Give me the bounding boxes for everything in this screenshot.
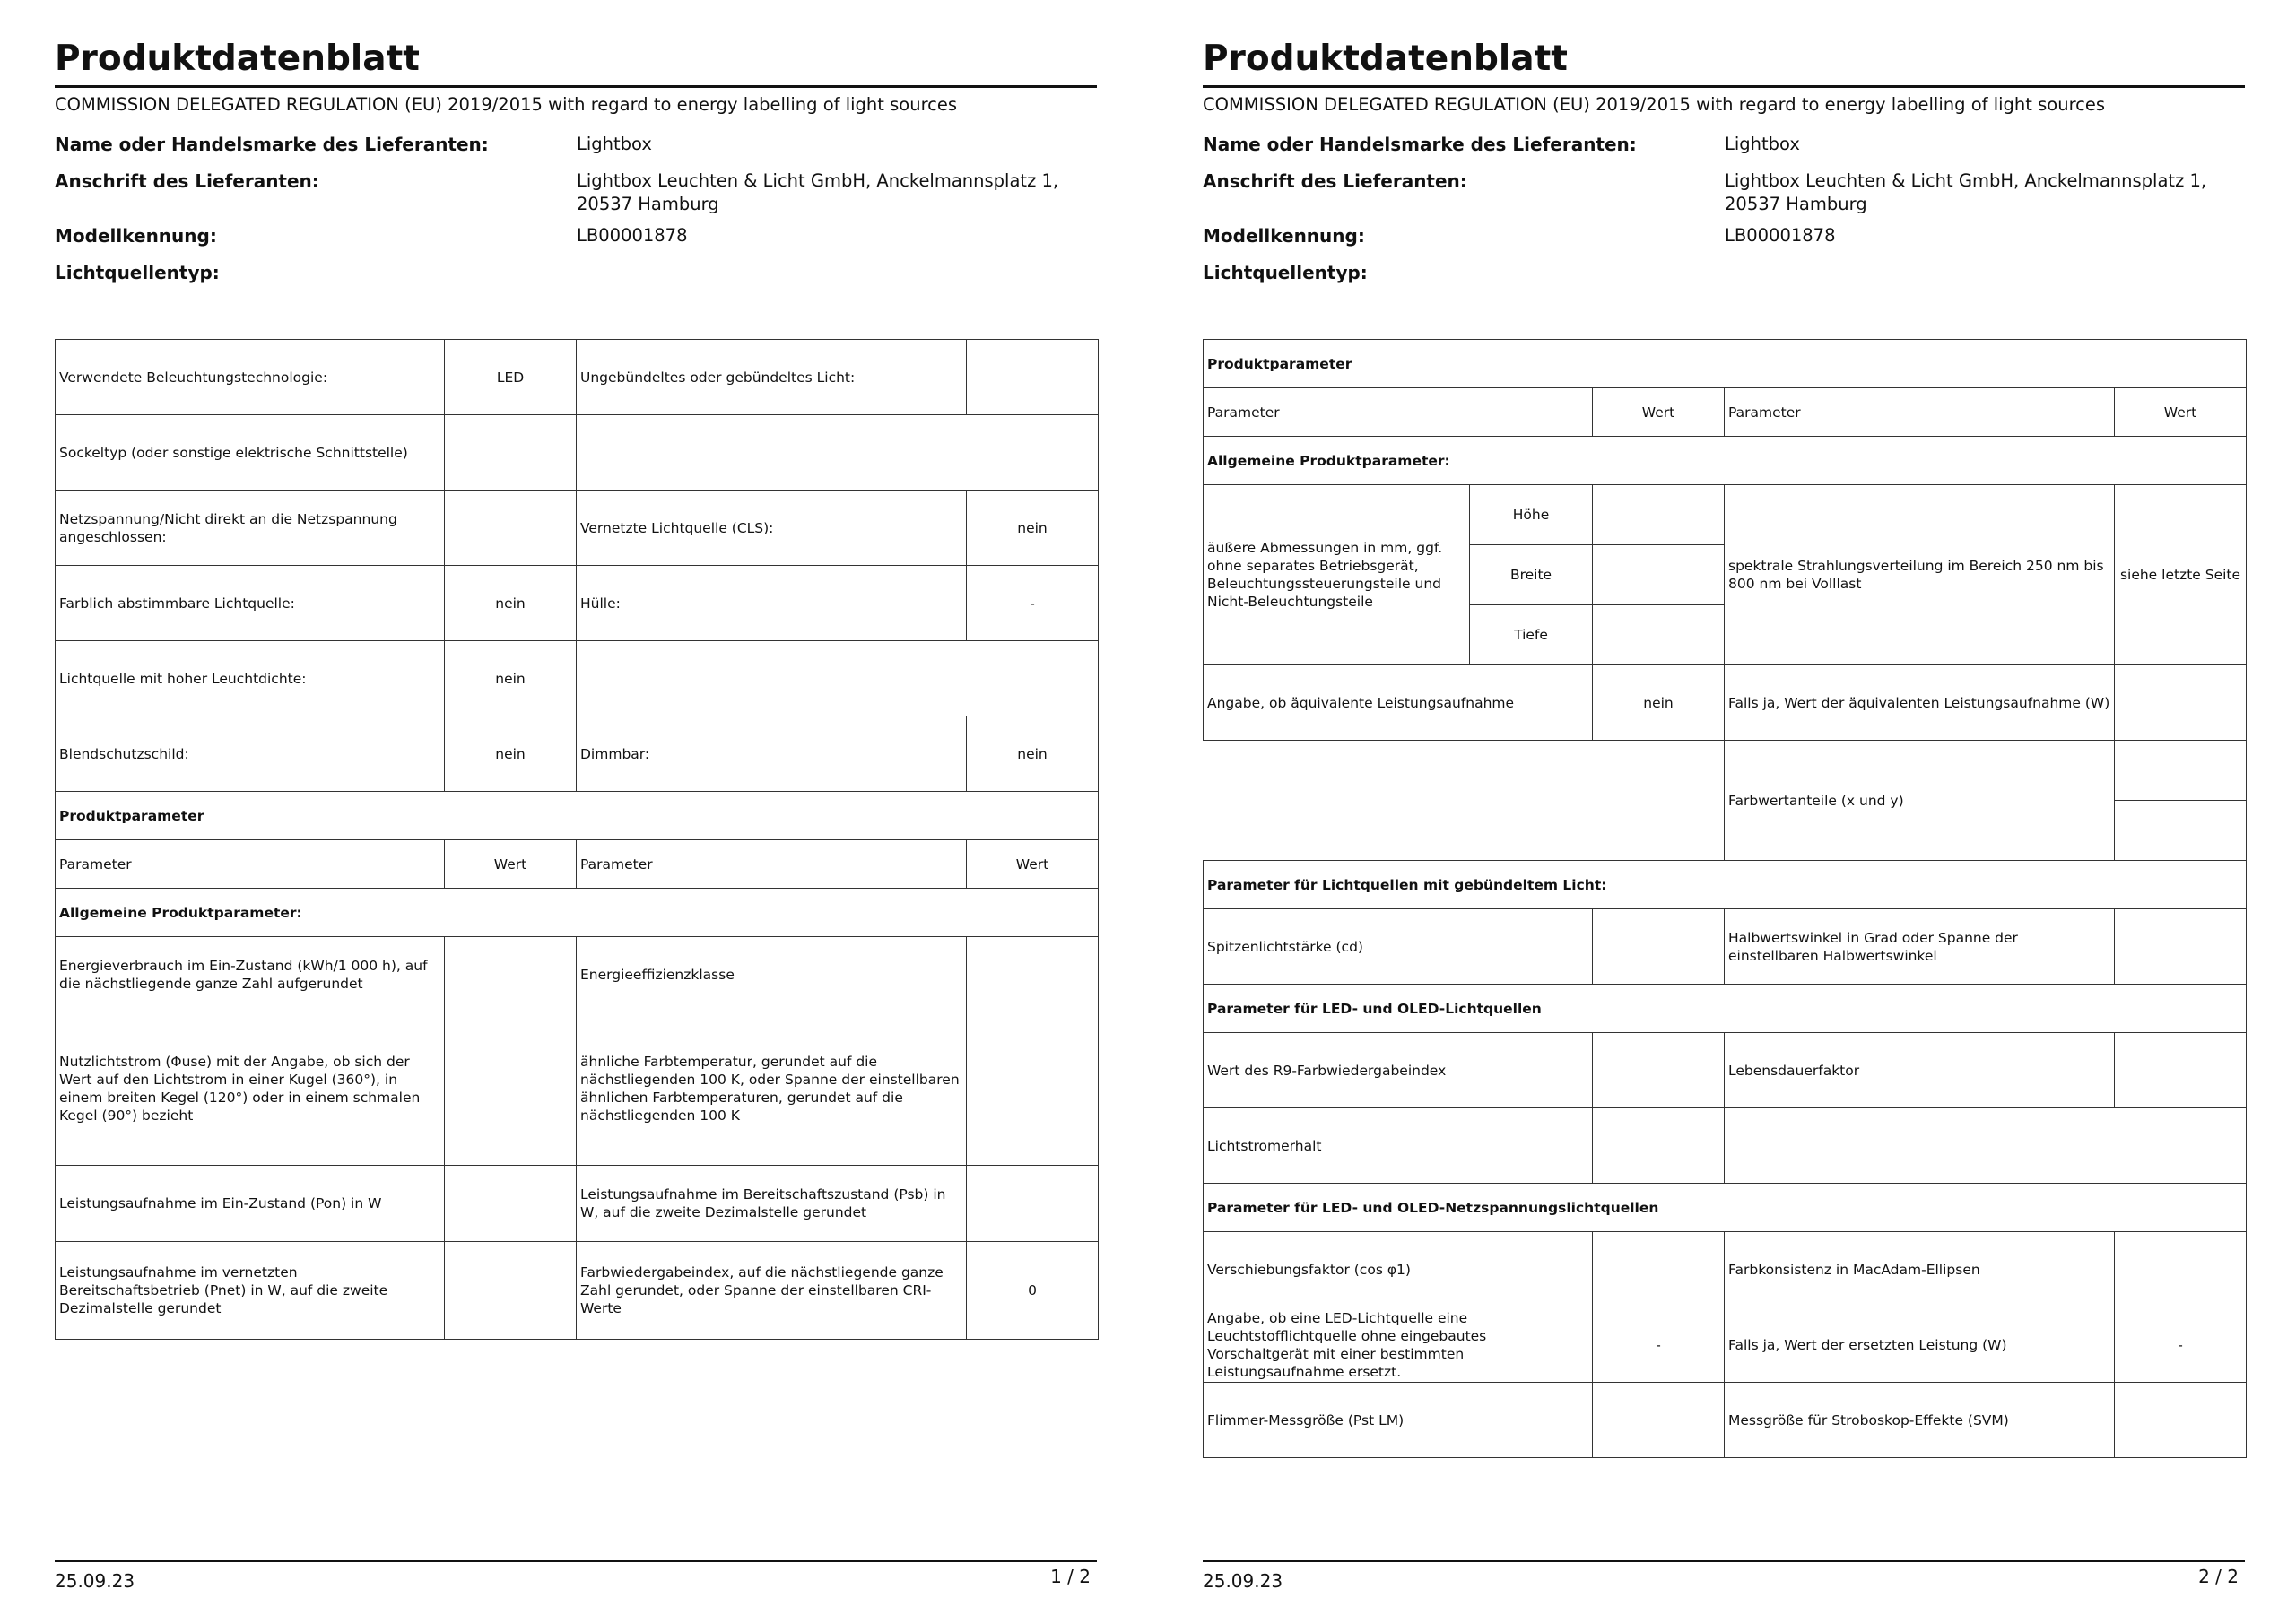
column-header: Parameter [577,840,967,889]
table-row [1204,665,2247,741]
column-header: Parameter [56,840,445,889]
table-cell: äußere Abmessungen in mm, ggf. ohne separates Betriebsgerät, Beleuchtungssteuerungsteile und Nicht-Beleuchtungsteile [1204,485,1470,665]
table-row [56,641,1099,716]
table-row [1204,985,2247,1033]
table-cell [967,937,1099,1012]
table-cell: LED [445,340,577,415]
table-cell [1593,1108,1725,1184]
table-row [56,889,1099,937]
table-cell [445,937,577,1012]
table-cell [967,1012,1099,1166]
table-cell: nein [1593,665,1725,741]
table-cell: Leistungsaufnahme im vernetzten Bereitschaftsbetrieb (Pnet) in W, auf die zweite Dezimalstelle gerundet [56,1242,445,1340]
table-cell [1593,1383,1725,1458]
table-cell: Hülle: [577,566,967,641]
table-cell: siehe letzte Seite [2115,485,2247,665]
table-cell [1593,545,1725,605]
table-cell: - [967,566,1099,641]
section-heading: Allgemeine Produktparameter: [1204,437,2247,485]
table-row [56,566,1099,641]
address-label: Anschrift des Lieferanten: [55,170,319,192]
section-heading: Produktparameter [1204,340,2247,388]
table-row [1204,1184,2247,1232]
table-cell [577,415,1099,491]
column-header: Wert [967,840,1099,889]
table-cell [2115,801,2247,861]
table-cell: Blendschutzschild: [56,716,445,792]
page-number: 2 / 2 [2198,1566,2239,1587]
spec-table-page-2 [1203,339,2247,1458]
supplier-label: Name oder Handelsmarke des Lieferanten: [55,134,489,155]
table-cell [1593,485,1725,545]
table-cell: Farbwiedergabeindex, auf die nächstliegende ganze Zahl gerundet, oder Spanne der einstellbaren CRI-Werte [577,1242,967,1340]
table-cell: - [1593,1307,1725,1383]
regulation-subtitle: COMMISSION DELEGATED REGULATION (EU) 2019/2015 with regard to energy labelling of light sources [55,94,958,115]
table-cell: nein [967,716,1099,792]
table-cell: Ungebündeltes oder gebündeltes Licht: [577,340,967,415]
table-row [1204,388,2247,437]
table-cell [967,1166,1099,1242]
table-row [1204,861,2247,909]
section-heading: Allgemeine Produktparameter: [56,889,1099,937]
table-cell: 0 [967,1242,1099,1340]
table-cell [2115,741,2247,801]
table-row [1204,340,2247,388]
column-header: Parameter [1725,388,2115,437]
empty-area [1204,741,1725,861]
table-cell: Farbwertanteile (x und y) [1725,741,2115,861]
table-row [56,491,1099,566]
table-cell [577,641,1099,716]
table-cell: nein [445,566,577,641]
table-cell [2115,1232,2247,1307]
table-row [56,1166,1099,1242]
table-cell [2115,665,2247,741]
light-source-type-label: Lichtquellentyp: [55,262,220,283]
footer-date: 25.09.23 [1203,1570,1283,1592]
table-cell [445,1012,577,1166]
page-title: Produktdatenblatt [1203,39,1568,79]
table-cell: Farbkonsistenz in MacAdam-Ellipsen [1725,1232,2115,1307]
table-cell [2115,1383,2247,1458]
table-cell: Falls ja, Wert der äquivalenten Leistungsaufnahme (W) [1725,665,2115,741]
section-heading: Parameter für Lichtquellen mit gebündeltem Licht: [1204,861,2247,909]
table-cell: Nutzlichtstrom (Φuse) mit der Angabe, ob sich der Wert auf den Lichtstrom in einer Kugel (360°), in einem breiten Kegel (120°) oder in einem schmalen Kegel (90°) bezieht [56,1012,445,1166]
footer-divider [1203,1560,2245,1562]
table-row [56,340,1099,415]
address-value: Lightbox Leuchten & Licht GmbH, Anckelmannsplatz 1, 20537 Hamburg [577,170,1059,214]
table-cell: Breite [1470,545,1593,605]
table-cell: Lebensdauerfaktor [1725,1033,2115,1108]
table-cell: Energieverbrauch im Ein-Zustand (kWh/1 000 h), auf die nächstliegende ganze Zahl aufgerundet [56,937,445,1012]
table-row [1204,437,2247,485]
table-cell: ähnliche Farbtemperatur, gerundet auf die nächstliegenden 100 K, oder Spanne der einstellbaren ähnlichen Farbtemperaturen, gerundet auf die nächstliegenden 100 K [577,1012,967,1166]
table-row [1204,1307,2247,1383]
model-label: Modellkennung: [55,225,217,247]
table-cell: Farblich abstimmbare Lichtquelle: [56,566,445,641]
table-cell: Energieeffizienzklasse [577,937,967,1012]
table-cell: Wert des R9-Farbwiedergabeindex [1204,1033,1593,1108]
supplier-label: Name oder Handelsmarke des Lieferanten: [1203,134,1637,155]
table-cell [445,1166,577,1242]
supplier-value: Lightbox [1725,134,1800,154]
page-2 [1148,0,2296,1624]
table-cell: Lichtstromerhalt [1204,1108,1593,1184]
light-source-type-label: Lichtquellentyp: [1203,262,1368,283]
table-cell: Spitzenlichtstärke (cd) [1204,909,1593,985]
page-title: Produktdatenblatt [55,39,420,79]
table-row [56,716,1099,792]
model-value: LB00001878 [1725,225,1836,246]
table-cell [1593,909,1725,985]
model-value: LB00001878 [577,225,688,246]
table-cell [445,415,577,491]
table-cell: Höhe [1470,485,1593,545]
table-cell: Messgröße für Stroboskop-Effekte (SVM) [1725,1383,2115,1458]
address-value: Lightbox Leuchten & Licht GmbH, Anckelmannsplatz 1, 20537 Hamburg [1725,170,2207,214]
table-cell: Leistungsaufnahme im Bereitschaftszustand (Psb) in W, auf die zweite Dezimalstelle gerundet [577,1166,967,1242]
table-cell: Dimmbar: [577,716,967,792]
table-cell [1725,1108,2247,1184]
table-cell: Sockeltyp (oder sonstige elektrische Schnittstelle) [56,415,445,491]
table-cell: Verwendete Beleuchtungstechnologie: [56,340,445,415]
table-row [1204,1033,2247,1108]
regulation-subtitle: COMMISSION DELEGATED REGULATION (EU) 2019/2015 with regard to energy labelling of light sources [1203,94,2106,115]
table-cell: spektrale Strahlungsverteilung im Bereich 250 nm bis 800 nm bei Volllast [1725,485,2115,665]
table-cell: Falls ja, Wert der ersetzten Leistung (W) [1725,1307,2115,1383]
table-cell: Lichtquelle mit hoher Leuchtdichte: [56,641,445,716]
page-number: 1 / 2 [1050,1566,1091,1587]
table-cell: Angabe, ob äquivalente Leistungsaufnahme [1204,665,1593,741]
table-row [1204,909,2247,985]
column-header: Wert [1593,388,1725,437]
table-row [1204,485,2247,545]
column-header: Parameter [1204,388,1593,437]
table-row [56,1012,1099,1166]
table-cell [1593,1232,1725,1307]
table-row [56,792,1099,840]
column-header: Wert [2115,388,2247,437]
table-cell: nein [967,491,1099,566]
model-label: Modellkennung: [1203,225,1365,247]
table-cell: nein [445,716,577,792]
table-cell: Tiefe [1470,605,1593,665]
table-cell [1593,1033,1725,1108]
section-heading: Parameter für LED- und OLED-Netzspannungslichtquellen [1204,1184,2247,1232]
table-cell: nein [445,641,577,716]
table-cell [2115,1033,2247,1108]
table-cell: Vernetzte Lichtquelle (CLS): [577,491,967,566]
table-row [1204,1232,2247,1307]
table-cell: Netzspannung/Nicht direkt an die Netzspannung angeschlossen: [56,491,445,566]
table-cell: - [2115,1307,2247,1383]
table-row [1204,741,2247,801]
table-row [1204,1108,2247,1184]
section-heading: Produktparameter [56,792,1099,840]
footer-divider [55,1560,1097,1562]
table-cell [445,1242,577,1340]
section-heading: Parameter für LED- und OLED-Lichtquellen [1204,985,2247,1033]
table-cell: Verschiebungsfaktor (cos φ1) [1204,1232,1593,1307]
supplier-value: Lightbox [577,134,652,154]
title-divider [55,85,1097,88]
table-cell: Leistungsaufnahme im Ein-Zustand (Pon) in W [56,1166,445,1242]
table-cell: Flimmer-Messgröße (Pst LM) [1204,1383,1593,1458]
table-cell [1593,605,1725,665]
table-row [56,840,1099,889]
table-cell [445,491,577,566]
table-cell: Halbwertswinkel in Grad oder Spanne der einstellbaren Halbwertswinkel [1725,909,2115,985]
table-row [1204,1383,2247,1458]
address-label: Anschrift des Lieferanten: [1203,170,1467,192]
table-row [56,415,1099,491]
spec-table-page-1 [55,339,1099,1340]
table-cell [967,340,1099,415]
footer-date: 25.09.23 [55,1570,135,1592]
column-header: Wert [445,840,577,889]
table-cell [2115,909,2247,985]
table-row [56,937,1099,1012]
table-row [56,1242,1099,1340]
table-cell: Angabe, ob eine LED-Lichtquelle eine Leuchtstofflichtquelle ohne eingebautes Vorschaltgerät mit einer bestimmten Leistungsaufnahme ersetzt. [1204,1307,1593,1383]
title-divider [1203,85,2245,88]
